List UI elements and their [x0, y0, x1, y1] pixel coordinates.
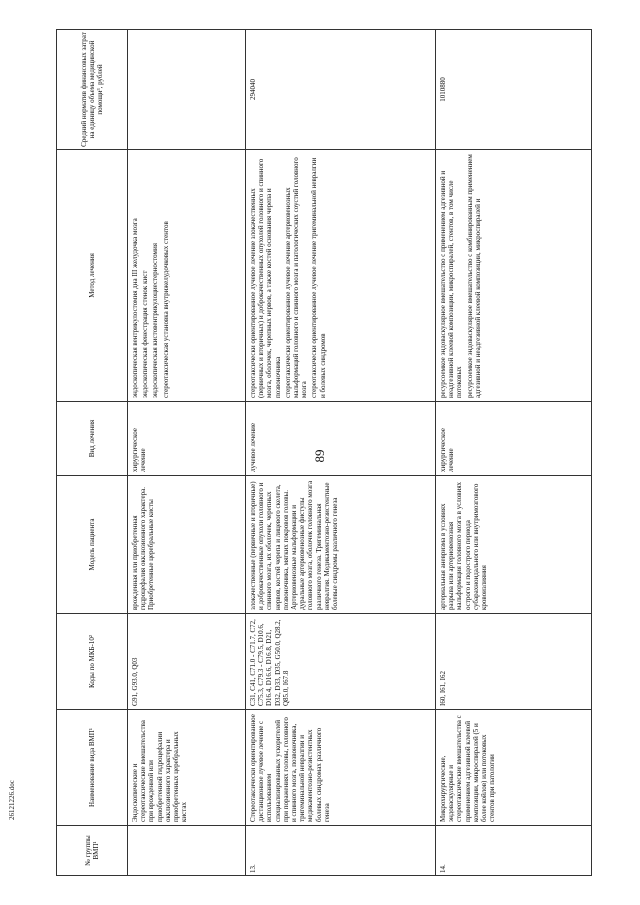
row-icd-codes: G91, G93.0, Q03 [128, 614, 246, 710]
method-line: эндоскопическая вентрикулостомия дна III желудочка мозга [131, 218, 139, 398]
header-vmp-name: Наименование вида ВМП¹ [57, 710, 128, 826]
row-vmp-name: Стереотаксически ориентированное дистанционное лучевое лечение с использованием специализированных ускорителей при поражениях головы, головного и спинного мозга, позвоночника, тригеминальной невралгии и медикаментозно-резистентных болевых синдромах различного генеза [246, 710, 436, 826]
row-icd-codes: C31, C41, C71.0 - C71.7, C72, C75.3, C79.3 - C79.5, D10.6, D16.4, D16.6, D16.8, D21, D32, D33, D35, G50.0, Q28.2, Q85.0, I67.8 [246, 614, 436, 710]
row-vmp-name: Микрохирургические, эндоваскулярные и стереотаксические вмешательства с применением адгезивной клеевой композиции, микроспиралей (5 и более койлов) или потоковых стентов при патологии [436, 710, 592, 826]
footer-filename: 26121226.doc [8, 780, 16, 820]
method-line: стереотаксически ориентированное лучевое лечение тригеминальной невралгии и болевых синдромов [310, 157, 327, 398]
table-row [436, 30, 592, 876]
row-number [128, 826, 246, 876]
table-row [246, 30, 436, 876]
row-cost [128, 30, 246, 150]
row-treatment-method [436, 150, 592, 402]
header-treatment-type: Вид лечения [57, 402, 128, 476]
header-group-number: № группы ВМП¹ [57, 826, 128, 876]
rotated-table-wrapper [56, 30, 592, 876]
method-line: ресурсоемкое эндоваскулярное вмешательство с применением адгезивной и неадгезивной клеевой композиции, микроспиралей, стентов, в том числе потоковых [439, 170, 464, 398]
row-treatment-type: хирургическое лечение [436, 402, 592, 476]
method-line: эндоскопическая фенестрация стенок кист [141, 270, 150, 398]
method-line: эндоскопическая кистовентрикулоциестерностомия [151, 243, 160, 398]
table-header-row [57, 30, 128, 876]
row-treatment-type: хирургическое лечение [128, 402, 246, 476]
method-line: стереотаксическая установка внутрижелудочковых стентов [161, 221, 170, 398]
row-cost: 1010880 [436, 30, 592, 150]
row-treatment-method [246, 150, 436, 402]
header-patient-model: Модель пациента [57, 476, 128, 614]
row-patient-model: злокачественные (первичные и вторичные) и доброкачественные опухоли головного и спинного мозга, их оболочек, черепных нервов, костей черепа и лицевого скелета, позвоночника, мягких покровов головы. Артериовенозные мальформации и дуральные артериовенозные фистулы головного мозга, оболочек головного мозга различного генеза. Тригеминальная невралгия. Медикаментозно-резистентные болевые синдромы различного генеза [246, 476, 436, 614]
method-line: ресурсоемкое эндоваскулярное вмешательство с комбинированным применением адгезивной и неадгезивной клеевой композиции, микроспиралей и [465, 154, 482, 398]
header-treatment-method: Метод лечения [57, 150, 128, 402]
table-row [128, 30, 246, 876]
method-line: стереотаксически ориентированное лучевое лечение злокачественных (первичных и вторичных) и доброкачественных опухолей головного и спинного мозга, оболочек, черепных нервов, а также костей основания черепа и позвоночника [249, 158, 282, 398]
header-average-cost: Средний норматив финансовых затрат на единицу объема медицинской помощи³, рублей [57, 30, 128, 150]
row-number: 14. [436, 826, 592, 876]
row-number: 13. [246, 826, 436, 876]
row-patient-model: артериальная аневризма в условиях разрыва или артериовенозная мальформация головного мозга в условиях острого и подострого периода субарахноидального или внутримозгового кровоизлияния [436, 476, 592, 614]
method-line: стереотаксически ориентированное лучевое лечение артериовенозных мальформаций головного и спинного мозга и патологических соустий головного мозга [283, 157, 309, 398]
row-icd-codes: I60, I61, I62 [436, 614, 592, 710]
row-treatment-type: лучевое лечение [246, 402, 436, 476]
row-patient-model: врожденная или приобретенная гидроцефалия окклюзионного характера. Приобретенные церебральные кисты [128, 476, 246, 614]
row-cost: 294040 [246, 30, 436, 150]
row-vmp-name: Эндоскопические и стереотаксические вмешательства при врожденной или приобретенной гидроцефалии окклюзионного характера и приобретенных церебральных кистах [128, 710, 246, 826]
row-treatment-method [128, 150, 246, 402]
vmp-table [56, 29, 592, 876]
page-number: 89 [312, 449, 327, 463]
header-icd-codes: Коды по МКБ-10² [57, 614, 128, 710]
